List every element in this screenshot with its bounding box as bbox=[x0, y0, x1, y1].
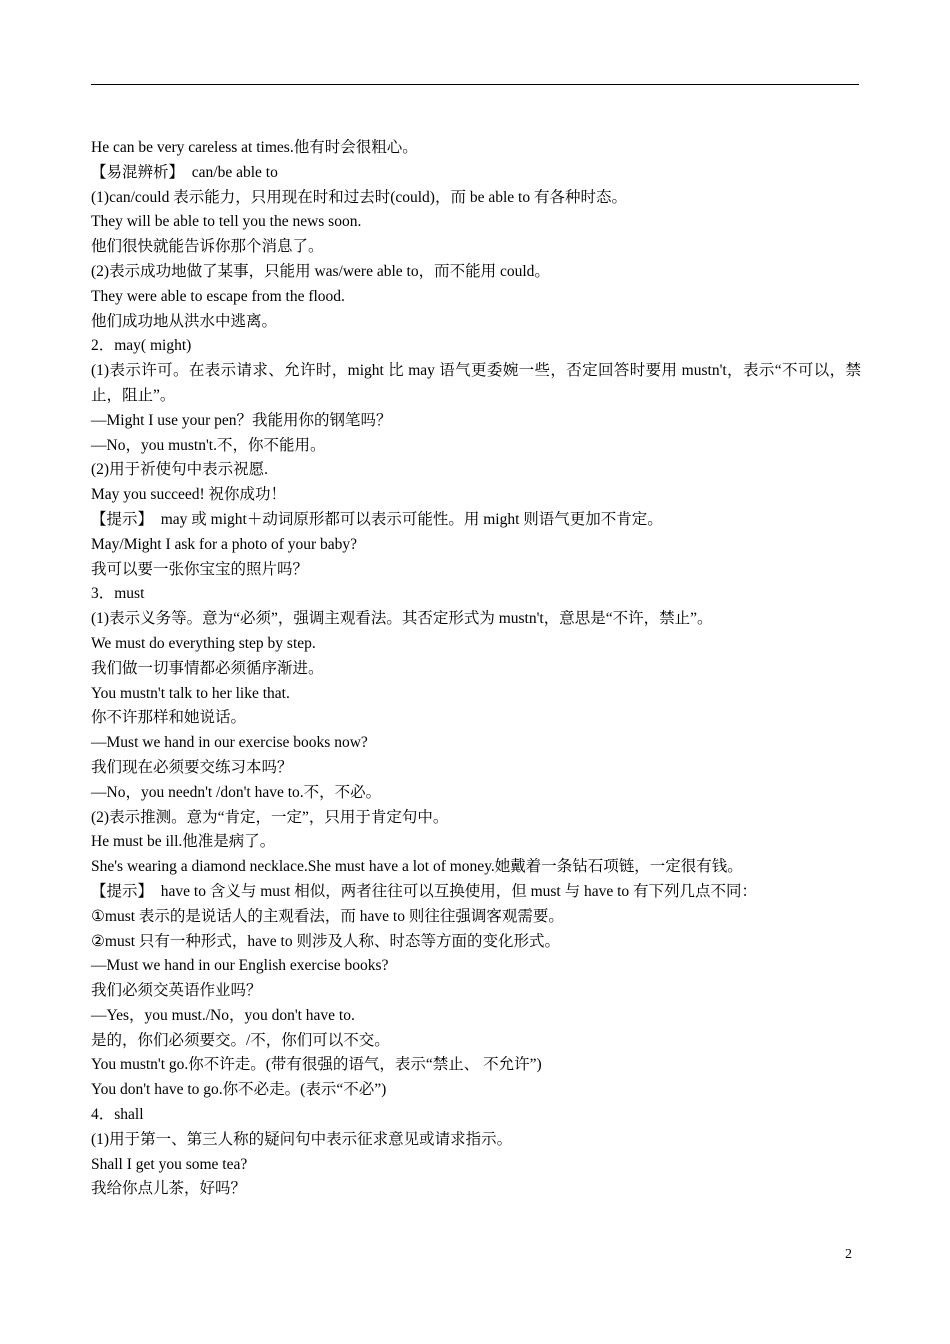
example-sentence: You mustn't talk to her like that. bbox=[91, 684, 290, 702]
text-line: ②must 只有一种形式，have to 则涉及人称、时态等方面的变化形式。 bbox=[91, 932, 560, 950]
dialogue-line: —Yes，you must./No，you don't have to. bbox=[91, 1006, 355, 1024]
text-line: ①must 表示的是说话人的主观看法，而 have to 则往往强调客观需要。 bbox=[91, 907, 564, 925]
hint-line: 【提示】 may 或 might＋动词原形都可以表示可能性。用 might 则语气更加不肯定。 bbox=[91, 510, 663, 528]
text-line: (1)用于第一、第三人称的疑问句中表示征求意见或请求指示。 bbox=[91, 1130, 513, 1148]
dialogue-line: —Must we hand in our exercise books now? bbox=[91, 734, 368, 752]
text-paragraph: (1)表示许可。在表示请求、允许时，might 比 may 语气更委婉一些，否定回答时要用 mustn't，表示“不可以，禁止，阻止”。 bbox=[91, 362, 861, 404]
section-heading: 3．must bbox=[91, 585, 145, 603]
example-sentence: May/Might I ask for a photo of your baby? bbox=[91, 535, 358, 553]
translation-line: 我可以要一张你宝宝的照片吗？ bbox=[91, 560, 309, 578]
translation-line: 我给你点儿茶，好吗？ bbox=[91, 1180, 247, 1198]
text-line: (1)表示义务等。意为“必须”，强调主观看法。其否定形式为 mustn't，意思是“不许，禁止”。 bbox=[91, 610, 713, 628]
hint-line: 【提示】 have to 含义与 must 相似，两者往往可以互换使用，但 must 与 have to 有下列几点不同： bbox=[91, 882, 758, 900]
example-sentence: He must be ill.他准是病了。 bbox=[91, 833, 276, 851]
dialogue-line: —Might I use your pen？我能用你的钢笔吗？ bbox=[91, 411, 392, 429]
translation-line: 是的，你们必须要交。/不，你们可以不交。 bbox=[91, 1031, 390, 1049]
text-line: (2)用于祈使句中表示祝愿. bbox=[91, 461, 268, 479]
translation-line: 我们必须交英语作业吗？ bbox=[91, 982, 262, 1000]
translation-line: 他们成功地从洪水中逃离。 bbox=[91, 312, 278, 330]
translation-line: 我们现在必须要交练习本吗？ bbox=[91, 758, 293, 776]
example-sentence: May you succeed! 祝你成功！ bbox=[91, 486, 286, 504]
hint-heading: 【易混辨析】 can/be able to bbox=[91, 163, 278, 181]
example-sentence: Shall I get you some tea? bbox=[91, 1155, 248, 1173]
translation-line: 他们很快就能告诉你那个消息了。 bbox=[91, 238, 324, 256]
example-sentence: They will be able to tell you the news soon. bbox=[91, 213, 362, 231]
page-number: 2 bbox=[845, 1247, 852, 1262]
dialogue-line: —Must we hand in our English exercise books? bbox=[91, 957, 389, 975]
text-line: He can be very careless at times.他有时会很粗心。 bbox=[91, 139, 418, 156]
dialogue-line: —No，you needn't /don't have to.不，不必。 bbox=[91, 783, 382, 801]
document-body bbox=[91, 136, 861, 1202]
translation-line: 你不许那样和她说话。 bbox=[91, 709, 247, 727]
translation-line: 我们做一切事情都必须循序渐进。 bbox=[91, 659, 324, 677]
section-heading: 4．shall bbox=[91, 1106, 144, 1124]
example-sentence: They were able to escape from the flood. bbox=[91, 287, 345, 305]
text-line: (2)表示成功地做了某事，只能用 was/were able to，而不能用 could。 bbox=[91, 262, 550, 280]
example-sentence: We must do everything step by step. bbox=[91, 634, 316, 652]
dialogue-line: —No，you mustn't.不，你不能用。 bbox=[91, 436, 326, 454]
text-line: (1)can/could 表示能力，只用现在时和过去时(could)，而 be able to 有各种时态。 bbox=[91, 188, 627, 206]
example-sentence: She's wearing a diamond necklace.She must have a lot of money.她戴着一条钻石项链，一定很有钱。 bbox=[91, 858, 743, 876]
text-line: (2)表示推测。意为“肯定，一定”，只用于肯定句中。 bbox=[91, 808, 449, 826]
section-heading: 2．may( might) bbox=[91, 337, 192, 355]
example-sentence: You don't have to go.你不必走。(表示“不必”) bbox=[91, 1081, 387, 1099]
header-rule bbox=[91, 84, 859, 85]
example-sentence: You mustn't go.你不许走。(带有很强的语气，表示“禁止、 不允许”) bbox=[91, 1056, 542, 1074]
